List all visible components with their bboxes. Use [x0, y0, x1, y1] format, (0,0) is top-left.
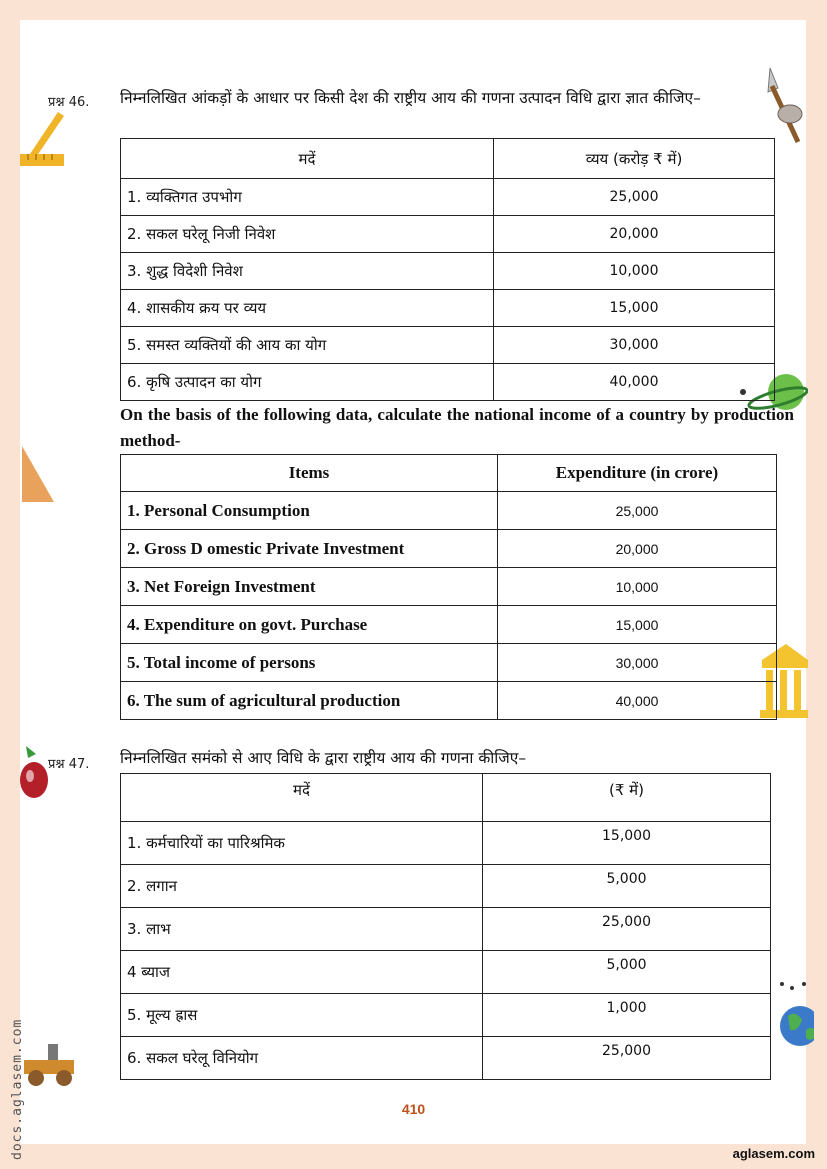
- cell-value: 20,000: [494, 216, 775, 253]
- cell-value: 15,000: [498, 606, 777, 644]
- cell-item: 2. सकल घरेलू निजी निवेश: [121, 216, 494, 253]
- cell-value: 25,000: [483, 1037, 771, 1080]
- table-row: [121, 568, 777, 606]
- stone-axe-decoration: [764, 66, 812, 146]
- ruler-scale-decoration: [18, 108, 66, 168]
- cell-value: 1,000: [483, 994, 771, 1037]
- cell-value: 40,000: [498, 682, 777, 720]
- table-row: [121, 364, 775, 401]
- cell-value: 30,000: [498, 644, 777, 682]
- cell-item: 6. सकल घरेलू विनियोग: [121, 1037, 483, 1080]
- cell-value: 25,000: [483, 908, 771, 951]
- header-items: Items: [121, 455, 498, 492]
- question-47-label: प्रश्न 47.: [48, 757, 90, 772]
- cell-item: 1. कर्मचारियों का पारिश्रमिक: [121, 822, 483, 865]
- table-row: [121, 951, 771, 994]
- table-header-row: [121, 455, 777, 492]
- cell-value: 15,000: [483, 822, 771, 865]
- table-row: [121, 216, 775, 253]
- question-47-table: [120, 773, 771, 1080]
- fruit-decoration: [18, 740, 54, 804]
- cell-item: 5. Total income of persons: [121, 644, 498, 682]
- question-46-text-hindi: निम्नलिखित आंकड़ों के आधार पर किसी देश की राष्ट्रीय आय की गणना उत्पादन विधि द्वारा ज्ञात कीजिए–: [120, 89, 701, 107]
- header-amount: (₹ में): [483, 774, 771, 822]
- cell-value: 40,000: [494, 364, 775, 401]
- table-row: [121, 253, 775, 290]
- cell-value: 25,000: [494, 179, 775, 216]
- cell-value: 5,000: [483, 865, 771, 908]
- question-46-text-english: On the basis of the following data, calculate the national income of a country by production method-: [120, 405, 794, 450]
- cell-item: 3. लाभ: [121, 908, 483, 951]
- header-expenditure: व्यय (करोड़ ₹ में): [494, 139, 775, 179]
- cell-item: 4. शासकीय क्रय पर व्यय: [121, 290, 494, 327]
- cell-item: 2. Gross D omestic Private Investment: [121, 530, 498, 568]
- table-header-row: [121, 139, 775, 179]
- table-row: [121, 606, 777, 644]
- question-46-label: प्रश्न 46.: [48, 95, 90, 110]
- header-items: मदें: [121, 139, 494, 179]
- cell-value: 15,000: [494, 290, 775, 327]
- globe-decoration: [774, 980, 814, 1052]
- cell-value: 5,000: [483, 951, 771, 994]
- cell-value: 30,000: [494, 327, 775, 364]
- table-row: [121, 530, 777, 568]
- cell-item: 5. समस्त व्यक्तियों की आय का योग: [121, 327, 494, 364]
- table-row: [121, 994, 771, 1037]
- pyramid-decoration: [18, 444, 58, 504]
- header-expenditure: Expenditure (in crore): [498, 455, 777, 492]
- table-row: [121, 908, 771, 951]
- table-header-row: [121, 774, 771, 822]
- table-row: [121, 682, 777, 720]
- cell-item: 3. Net Foreign Investment: [121, 568, 498, 606]
- question-46-table-hindi: [120, 138, 775, 401]
- table-row: [121, 644, 777, 682]
- cell-value: 20,000: [498, 530, 777, 568]
- cell-item: 1. Personal Consumption: [121, 492, 498, 530]
- table-row: [121, 290, 775, 327]
- cell-item: 2. लगान: [121, 865, 483, 908]
- table-row: [121, 179, 775, 216]
- cell-value: 25,000: [498, 492, 777, 530]
- table-row: [121, 327, 775, 364]
- cell-item: 1. व्यक्तिगत उपभोग: [121, 179, 494, 216]
- cell-value: 10,000: [494, 253, 775, 290]
- cell-value: 10,000: [498, 568, 777, 606]
- cell-item: 3. शुद्ध विदेशी निवेश: [121, 253, 494, 290]
- cell-item: 4. Expenditure on govt. Purchase: [121, 606, 498, 644]
- cell-item: 6. कृषि उत्पादन का योग: [121, 364, 494, 401]
- header-items: मदें: [121, 774, 483, 822]
- side-watermark: docs.aglasem.com: [10, 1018, 25, 1160]
- table-row: [121, 822, 771, 865]
- table-row: [121, 865, 771, 908]
- cart-decoration: [18, 1036, 84, 1090]
- table-row: [121, 492, 777, 530]
- brand-link[interactable]: aglasem.com: [732, 1146, 815, 1161]
- table-row: [121, 1037, 771, 1080]
- cell-item: 4 ब्याज: [121, 951, 483, 994]
- cell-item: 6. The sum of agricultural production: [121, 682, 498, 720]
- cell-item: 5. मूल्य ह्रास: [121, 994, 483, 1037]
- page-number: 410: [401, 1101, 426, 1117]
- question-46-table-english: [120, 454, 777, 720]
- question-47-text: निम्नलिखित समंको से आए विधि के द्वारा राष्ट्रीय आय की गणना कीजिए–: [120, 749, 527, 767]
